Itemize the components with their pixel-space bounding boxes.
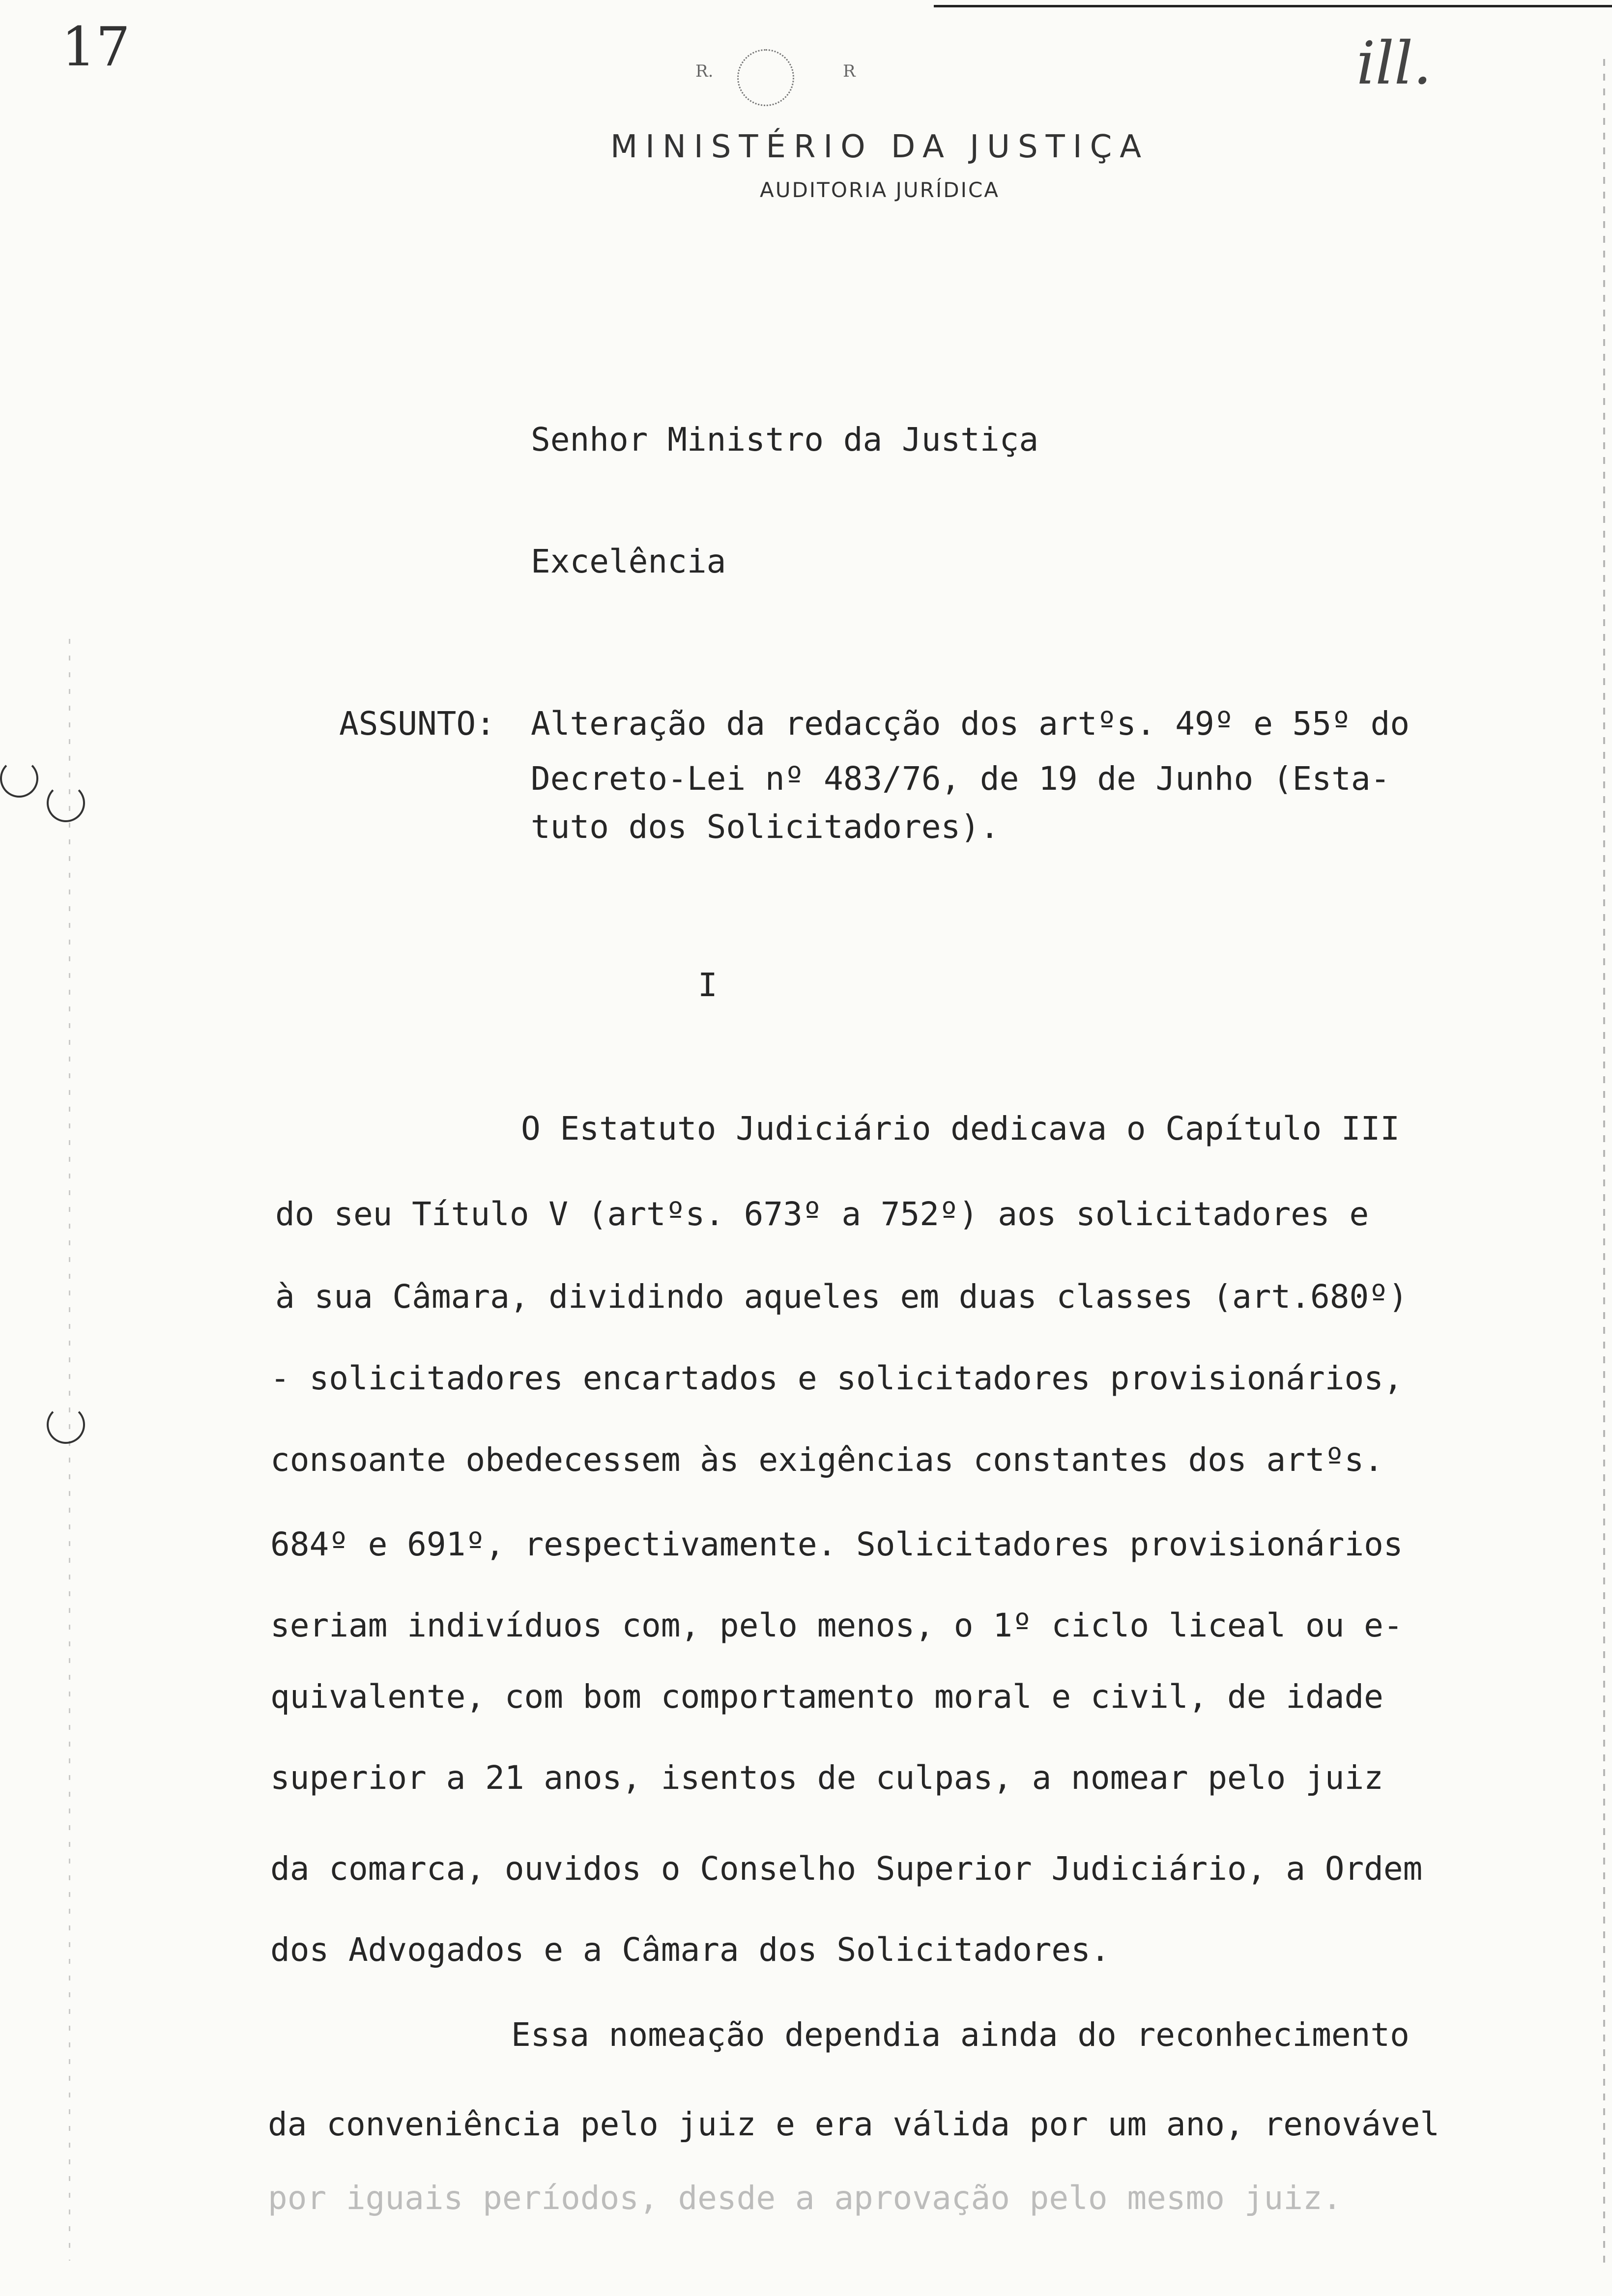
paragraph-line: da comarca, ouvidos o Conselho Superior Judiciário, a Ordem	[270, 1850, 1423, 1888]
punch-hole-icon	[47, 1406, 85, 1444]
paragraph-line: consoante obedecessem às exigências constantes dos artºs.	[270, 1441, 1383, 1479]
salutation: Senhor Ministro da Justiça	[531, 421, 1039, 459]
section-number: I	[698, 966, 718, 1004]
address-line: Excelência	[531, 543, 726, 580]
subject-line: Decreto-Lei nº 483/76, de 19 de Junho (Esta-	[531, 760, 1390, 798]
top-border-line	[934, 5, 1612, 7]
paragraph-line: superior a 21 anos, isentos de culpas, a nomear pelo juiz	[270, 1759, 1383, 1797]
paragraph-line: O Estatuto Judiciário dedicava o Capítulo III	[521, 1110, 1400, 1148]
ministry-header: MINISTÉRIO DA JUSTIÇA	[610, 129, 1150, 165]
paragraph-line: Essa nomeação dependia ainda do reconhecimento	[511, 2016, 1410, 2054]
left-margin-line	[69, 639, 70, 2261]
paragraph-line: seriam indivíduos com, pelo menos, o 1º ciclo liceal ou e-	[270, 1607, 1403, 1644]
coat-of-arms-icon	[737, 49, 794, 106]
paragraph-line: - solicitadores encartados e solicitadores provisionários,	[270, 1359, 1403, 1397]
punch-hole-icon	[0, 759, 38, 798]
paragraph-line-faded: por iguais períodos, desde a aprovação pelo mesmo juiz.	[268, 2179, 1342, 2217]
right-margin-line	[1603, 59, 1605, 2270]
handwritten-initials: ill.	[1356, 29, 1432, 98]
paragraph-line: à sua Câmara, dividindo aqueles em duas classes (art.680º)	[275, 1278, 1408, 1316]
subject-line: tuto dos Solicitadores).	[531, 808, 1000, 846]
subject-label: ASSUNTO:	[339, 705, 495, 743]
page-mark: 17	[61, 15, 130, 78]
seal-left-letter: R.	[695, 61, 714, 81]
subject-line: Alteração da redacção dos artºs. 49º e 55º do	[531, 705, 1410, 743]
department-header: AUDITORIA JURÍDICA	[759, 178, 1000, 202]
paragraph-line: quivalente, com bom comportamento moral e civil, de idade	[270, 1678, 1383, 1716]
paragraph-line: da conveniência pelo juiz e era válida por um ano, renovável	[268, 2105, 1440, 2143]
punch-hole-icon	[47, 784, 85, 822]
paragraph-line: do seu Título V (artºs. 673º a 752º) aos solicitadores e	[275, 1195, 1369, 1233]
seal-right-letter: R	[843, 61, 856, 81]
paragraph-line: dos Advogados e a Câmara dos Solicitadores.	[270, 1931, 1110, 1969]
paragraph-line: 684º e 691º, respectivamente. Solicitadores provisionários	[270, 1525, 1403, 1563]
